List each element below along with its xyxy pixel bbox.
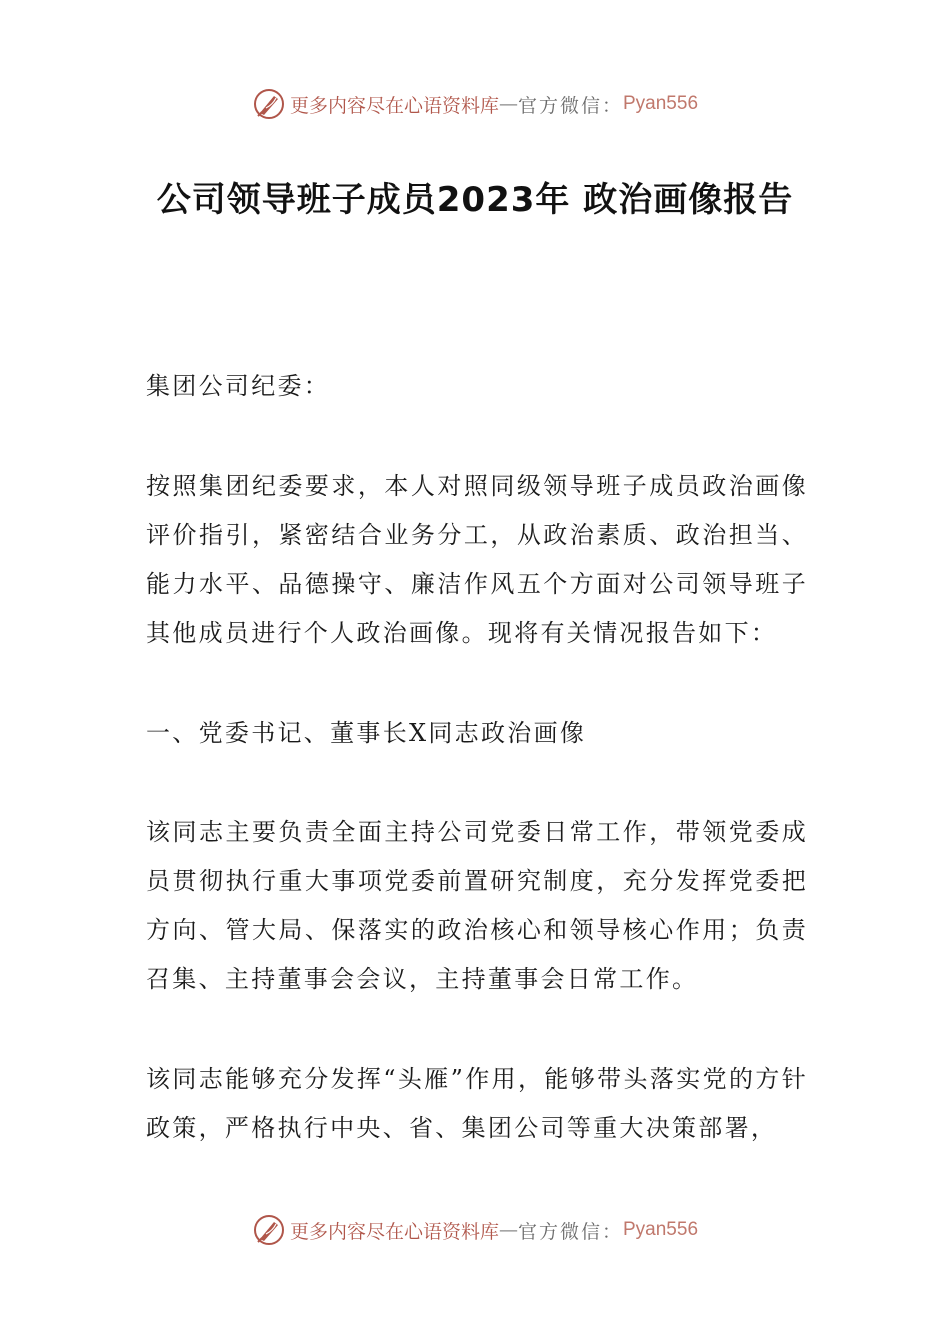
watermark-brand-text: 更多内容尽在心语资料库 bbox=[289, 94, 499, 117]
quill-pen-logo-icon bbox=[252, 87, 286, 121]
salutation: 集团公司纪委： bbox=[146, 372, 331, 400]
watermark-wechat-label: 官方微信： bbox=[517, 94, 623, 117]
watermark-separator: — bbox=[498, 1219, 518, 1241]
watermark-wechat-id: Pyan556 bbox=[623, 1219, 699, 1240]
intro-paragraph: 按照集团纪委要求，本人对照同级领导班子成员政治画像评价指引，紧密结合业务分工，从政治素质、政治担当、能力水平、品德操守、廉洁作风五个方面对公司领导班子其他成员进行个人政治画像。现将有关情况报告如下： bbox=[146, 472, 808, 647]
header-watermark bbox=[0, 84, 950, 124]
footer-watermark bbox=[0, 1210, 950, 1250]
watermark-wechat-id: Pyan556 bbox=[623, 93, 699, 114]
watermark-brand-text: 更多内容尽在心语资料库 bbox=[289, 1220, 499, 1243]
document-title: 公司领导班子成员2023年 政治画像报告 bbox=[156, 180, 794, 220]
duty-paragraph: 该同志主要负责全面主持公司党委日常工作，带领党委成员贯彻执行重大事项党委前置研究制度，充分发挥党委把方向、管大局、保落实的政治核心和领导核心作用；负责召集、主持董事会会议，主持董事会日常工作。 bbox=[146, 818, 808, 993]
section-heading: 一、党委书记、董事长X同志政治画像 bbox=[146, 719, 587, 747]
watermark-wechat-label: 官方微信： bbox=[517, 1220, 623, 1243]
praise-paragraph: 该同志能够充分发挥“头雁”作用，能够带头落实党的方针政策，严格执行中央、省、集团公司等重大决策部署， bbox=[146, 1065, 808, 1142]
watermark-separator: — bbox=[498, 93, 518, 115]
quill-pen-logo-icon bbox=[252, 1213, 286, 1247]
